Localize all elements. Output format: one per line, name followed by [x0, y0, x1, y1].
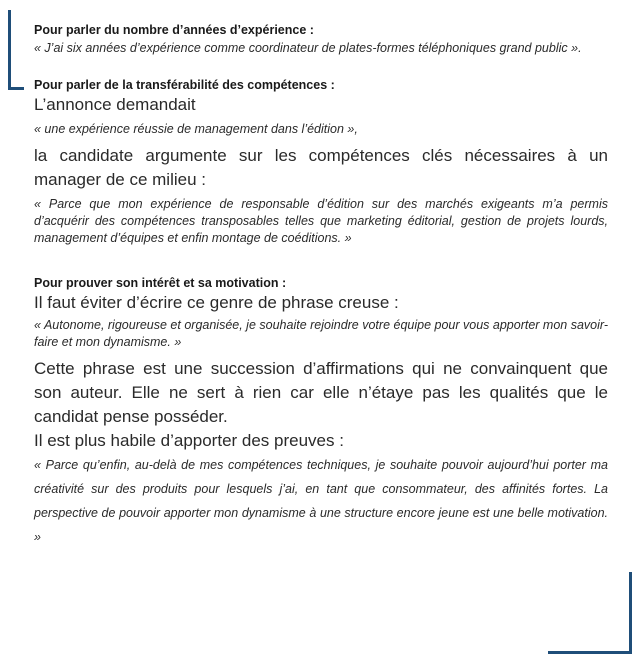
- corner-bracket-top-left: [8, 10, 24, 90]
- section-heading: Pour parler du nombre d’années d’expérience :: [34, 23, 314, 37]
- example-quote-good: « Parce qu’enfin, au-delà de mes compétences techniques, je souhaite pouvoir aujourd’hui porter ma créativité sur des produits pour lesquels j’ai, en tant que consommateur, des affinités fortes. La perspective de pouvoir apporter mon dynamisme à une structure encore jeune est une belle motivation. »: [34, 458, 608, 544]
- page-content: [34, 22, 608, 549]
- example-quote: « une expérience réussie de management dans l’édition »,: [34, 122, 358, 136]
- example-quote: « Parce que mon expérience de responsable d’édition sur des marchés exigeants m’a permis d’acquérir des compétences transposables telles que marketing éditorial, gestion de projets lourds, management d’équipes et enfin montage de coéditions. »: [34, 197, 608, 245]
- example-quote-bad: « Autonome, rigoureuse et organisée, je souhaite rejoindre votre équipe pour vous apporter mon savoir-faire et mon dynamisme. »: [34, 318, 608, 349]
- section-heading: Pour parler de la transférabilité des compétences :: [34, 78, 335, 92]
- section-experience: [34, 22, 608, 57]
- body-text: Il faut éviter d’écrire ce genre de phrase creuse :: [34, 293, 399, 312]
- section-heading: Pour prouver son intérêt et sa motivation :: [34, 276, 287, 290]
- body-text: la candidate argumente sur les compétences clés nécessaires à un manager de ce milieu :: [34, 146, 608, 189]
- body-text: Cette phrase est une succession d’affirmations qui ne convainquent que son auteur. Elle ne sert à rien car elle n’étaye pas les qualités que le candidat pense posséder.: [34, 359, 608, 426]
- example-quote: « J’ai six années d’expérience comme coordinateur de plates-formes téléphoniques grand public ».: [34, 41, 582, 55]
- corner-bracket-bottom-right: [548, 572, 632, 654]
- section-motivation: [34, 275, 608, 549]
- body-text: Il est plus habile d’apporter des preuves :: [34, 431, 344, 450]
- body-text: L’annonce demandait: [34, 95, 196, 114]
- section-transferability: [34, 77, 608, 247]
